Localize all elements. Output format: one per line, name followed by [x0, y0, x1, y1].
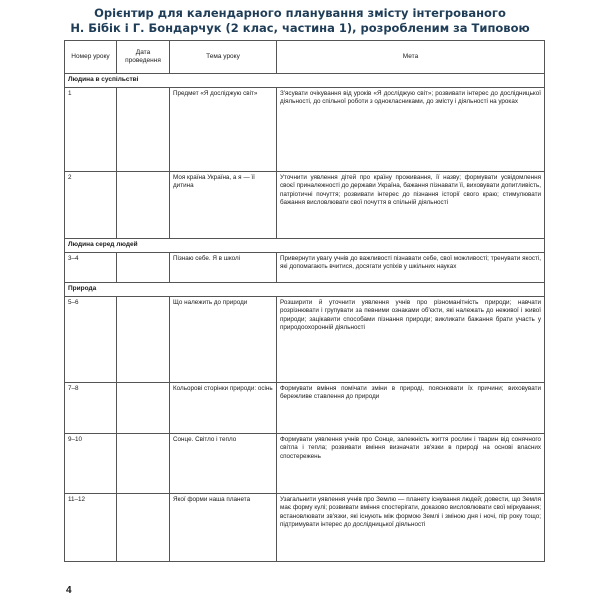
- lesson-number: 3–4: [65, 253, 117, 283]
- section-title: Людина в суспільстві: [65, 74, 545, 88]
- lesson-number: 11–12: [65, 494, 117, 562]
- lesson-date: [117, 172, 170, 239]
- lesson-goal: Формувати вміння помічати зміни в природі, пояснювати їх причини; виховувати бережливе ставлення до природи: [277, 383, 545, 434]
- table-row: [65, 494, 545, 562]
- column-header-goal: Мета: [277, 41, 545, 74]
- section-title: Природа: [65, 283, 545, 297]
- lesson-topic: Кольорові сторінки природи: осінь: [170, 383, 277, 434]
- title-line-1: Орієнтир для календарного планування змісту інтегрованого: [94, 6, 506, 20]
- document-title: [0, 6, 600, 36]
- lesson-goal: З'ясувати очікування від уроків «Я досліджую світ»; розвивати інтерес до дослідницької діяльності, до спільної роботи з однокласниками, до змісту і діяльності на уроках: [277, 88, 545, 172]
- column-header-number: Номер уроку: [65, 41, 117, 74]
- section-row: [65, 239, 545, 253]
- lesson-goal: Уточнити уявлення дітей про країну проживання, її назву; формувати усвідомлення своєї приналежності до держави Україна, бажання пізнавати її, виховувати допитливість, патріотичні почуття; розвивати інтерес до пізнання історії свого краю; стимулювати бажання висловлювати свої почуття в спільній діяльності: [277, 172, 545, 239]
- lesson-number: 7–8: [65, 383, 117, 434]
- table-row: [65, 297, 545, 383]
- column-header-date: Дата проведення: [117, 41, 170, 74]
- lesson-date: [117, 88, 170, 172]
- lesson-plan-table: [64, 40, 545, 562]
- lesson-date: [117, 383, 170, 434]
- table-row: [65, 172, 545, 239]
- lesson-number: 9–10: [65, 434, 117, 494]
- table-row: [65, 383, 545, 434]
- lesson-number: 5–6: [65, 297, 117, 383]
- section-row: [65, 74, 545, 88]
- column-header-topic: Тема уроку: [170, 41, 277, 74]
- lesson-topic: Пізнаю себе. Я в школі: [170, 253, 277, 283]
- table-row: [65, 434, 545, 494]
- table-row: [65, 88, 545, 172]
- table-row: [65, 253, 545, 283]
- lesson-goal: Узагальнити уявлення учнів про Землю — планету існування людей; довести, що Земля має форму кулі; розвивати вміння спостерігати, доказово висловлювати свої міркування; встановлювати зв'язки, які існують між формою Землі і зміною дня і ночі, пір року тощо; підтримувати інтерес до дослідницької діяльності: [277, 494, 545, 562]
- lesson-date: [117, 494, 170, 562]
- table-header-row: [65, 41, 545, 74]
- lesson-topic: Що належить до природи: [170, 297, 277, 383]
- lesson-topic: Якої форми наша планета: [170, 494, 277, 562]
- lesson-goal: Розширити й уточнити уявлення учнів про різноманітність природи; навчати розрізнювати і групувати за певними ознаками об'єкти, які належать до неживої і живої природи; зацікавити способами пізнання природи; викликати бажання брати участь у природоохоронній діяльності: [277, 297, 545, 383]
- lesson-goal: Привернути увагу учнів до важливості пізнавати себе, свої можливості; тренувати якості, які допомагають вчитися, досягати успіхів у шкільних науках: [277, 253, 545, 283]
- lesson-date: [117, 434, 170, 494]
- section-title: Людина серед людей: [65, 239, 545, 253]
- section-row: [65, 283, 545, 297]
- lesson-date: [117, 297, 170, 383]
- lesson-goal: Формувати уявлення учнів про Сонце, залежність життя рослин і тварин від сонячного світла і тепла; розвивати вміння визначати зв'язки в природі на основі власних спостережень: [277, 434, 545, 494]
- lesson-topic: Предмет «Я досліджую світ»: [170, 88, 277, 172]
- lesson-topic: Моя країна Україна, а я — її дитина: [170, 172, 277, 239]
- title-line-2: Н. Бібік і Г. Бондарчук (2 клас, частина 1), розробленим за Типовою: [70, 21, 530, 35]
- lesson-date: [117, 253, 170, 283]
- page-number: 4: [66, 585, 72, 596]
- lesson-topic: Сонце. Світло і тепло: [170, 434, 277, 494]
- lesson-number: 1: [65, 88, 117, 172]
- lesson-number: 2: [65, 172, 117, 239]
